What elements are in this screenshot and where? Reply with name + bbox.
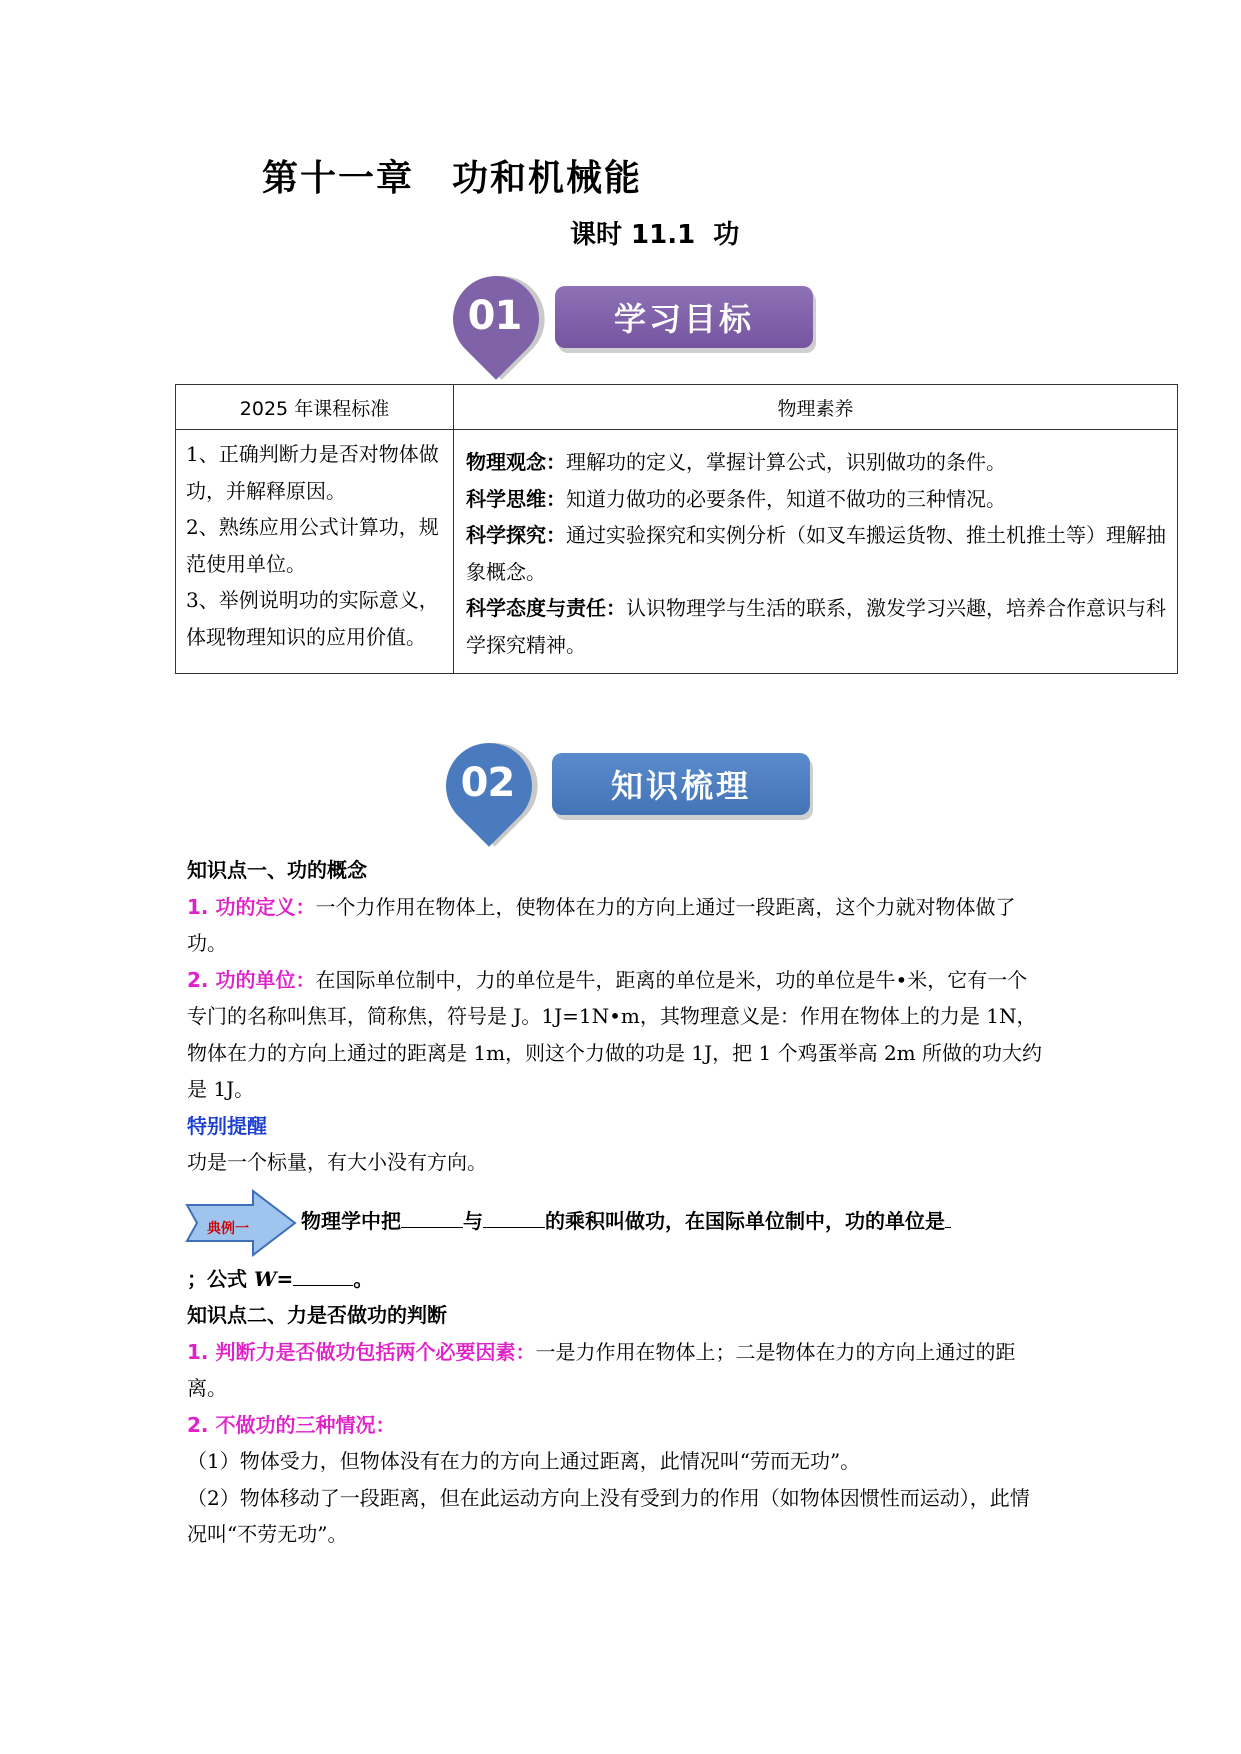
literacy-item [466, 517, 1167, 590]
literacy-key: 科学态度与责任： [466, 596, 626, 620]
section-label: 知识梳理 [552, 753, 810, 815]
chapter-title: 第十一章 功和机械能 [262, 158, 643, 199]
section-badge-knowledge [440, 735, 830, 835]
literacy-text: 理解功的定义，掌握计算公式，识别做功的条件。 [566, 450, 1006, 474]
standards-cell [176, 430, 454, 674]
answer-blank[interactable] [483, 1207, 545, 1228]
formula-part: ；公式 [187, 1266, 254, 1291]
goals-table [175, 384, 1178, 674]
definition-text: 一个力作用在物体上，使物体在力的方向上通过一段距离，这个力就对物体做了功。 [187, 894, 1016, 955]
unit-key: 2. 功的单位： [187, 967, 316, 992]
unit-text: 在国际单位制中，力的单位是牛，距离的单位是米，功的单位是牛•米，它有一个专门的名称叫焦耳，简称焦，符号是 J。1J=1N•m，其物理意义是：作用在物体上的力是 1N，物体在力的方向上通过的距离是 1m，则这个力做的功是 1J，把 1 个鸡蛋举高 2m 所做的功大约是 1J。 [187, 967, 1042, 1101]
kp2-title: 知识点二、力是否做功的判断 [187, 1303, 447, 1327]
section-number: 02 [460, 759, 515, 806]
kp2-factors [187, 1334, 1047, 1407]
literacy-item [466, 481, 1167, 518]
note-title: 特别提醒 [187, 1113, 267, 1138]
formula-part: = [276, 1266, 294, 1291]
literacy-text: 认识物理学与生活的联系，激发学习兴趣，培养合作意识与科学探究精神。 [466, 596, 1166, 657]
section-number-badge [447, 268, 542, 363]
answer-blank[interactable] [401, 1207, 463, 1228]
factor-text: 一是力作用在物体上；二是物体在力的方向上通过的距离。 [187, 1339, 1016, 1400]
formula-part: 。 [353, 1266, 374, 1291]
case-item: （1）物体受力，但物体没有在力的方向上通过距离，此情况叫“劳而无功”。 [187, 1449, 861, 1473]
literacy-item [466, 590, 1167, 663]
question-part: 的乘积叫做功，在国际单位制中，功的单位是 [545, 1208, 945, 1233]
answer-blank[interactable] [293, 1265, 353, 1286]
standard-item: 3、举例说明功的实际意义，体现物理知识的应用价值。 [186, 588, 439, 649]
question-part: 与 [463, 1208, 483, 1233]
literacy-item [466, 444, 1167, 481]
formula-variable: W [253, 1266, 277, 1291]
col-header-literacy: 物理素养 [454, 385, 1178, 430]
standard-item: 2、熟练应用公式计算功，规范使用单位。 [186, 515, 439, 576]
literacy-text: 通过实验探究和实例分析（如叉车搬运货物、推土机推土等）理解抽象概念。 [466, 523, 1166, 584]
literacy-cell [454, 430, 1178, 674]
factor-key: 1. 判断力是否做功包括两个必要因素： [187, 1339, 536, 1364]
col-header-standard: 2025 年课程标准 [176, 385, 454, 430]
example-tag: 典例一 [207, 1220, 249, 1237]
section-number: 01 [467, 292, 522, 339]
cases-key: 2. 不做功的三种情况： [187, 1412, 396, 1437]
case-item: （2）物体移动了一段距离，但在此运动方向上没有受到力的作用（如物体因惯性而运动），此情况叫“不劳无功”。 [187, 1485, 1030, 1546]
lesson-title: 课时 11.1 功 [570, 220, 740, 250]
kp1-unit [187, 962, 1047, 1108]
section-number-badge [440, 735, 535, 830]
literacy-key: 科学探究： [466, 523, 566, 547]
example-1 [185, 1189, 1047, 1261]
definition-key: 1. 功的定义： [187, 894, 316, 919]
kp1-definition [187, 889, 1047, 962]
section-badge-goals [447, 268, 827, 368]
kp1-title: 知识点一、功的概念 [187, 858, 367, 882]
knowledge-content [187, 852, 1047, 1553]
literacy-key: 科学思维： [466, 486, 566, 511]
example-formula-line [187, 1261, 1047, 1298]
literacy-text: 知道力做功的必要条件，知道不做功的三种情况。 [566, 486, 1006, 511]
question-part: 物理学中把 [301, 1208, 401, 1233]
section-label: 学习目标 [555, 286, 813, 348]
example-question [301, 1203, 951, 1240]
note-text: 功是一个标量，有大小没有方向。 [187, 1150, 487, 1174]
answer-blank[interactable] [945, 1207, 951, 1228]
literacy-key: 物理观念： [466, 450, 566, 474]
standard-item: 1、正确判断力是否对物体做功，并解释原因。 [186, 442, 439, 503]
